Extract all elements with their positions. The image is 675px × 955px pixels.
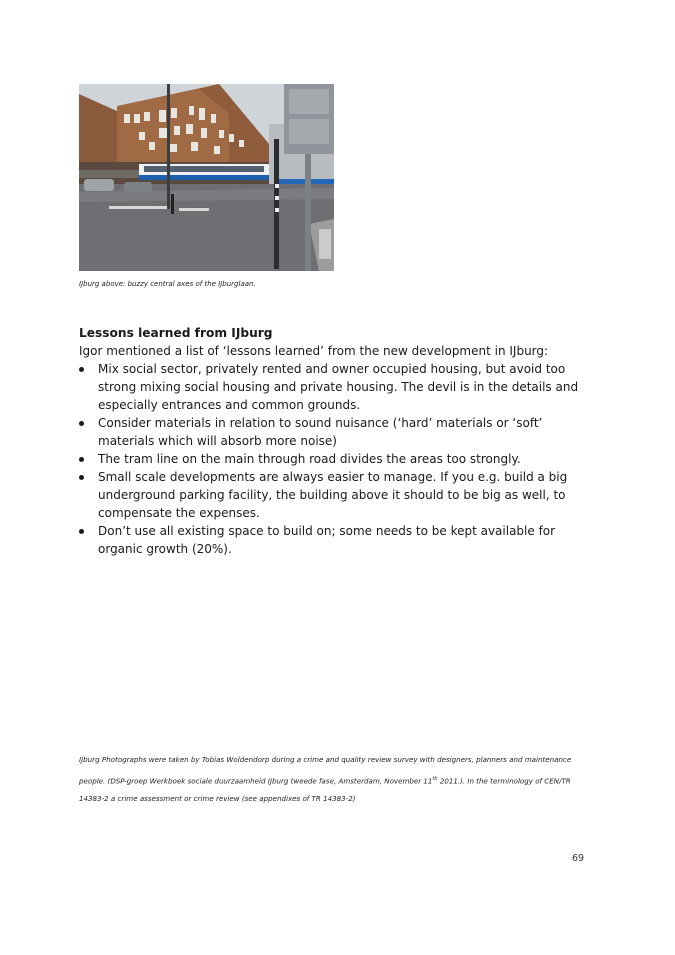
bullet-icon [79, 529, 84, 534]
bullet-icon [79, 367, 84, 372]
list-item-text: Small scale developments are always easier to manage. If you e.g. build a big underground parking facility, the building above it should to be big as well, to compensate the expenses. [98, 470, 568, 520]
photo-caption: IJburg above: buzzy central axes of the IJburglaan. [79, 280, 256, 288]
list-item [79, 414, 591, 450]
bullet-icon [79, 421, 84, 426]
list-item [79, 468, 591, 522]
list-item-text: Mix social sector, privately rented and owner occupied housing, but avoid too strong mixing social housing and private housing. The devil is in the details and especially entrances and common grounds. [98, 362, 579, 412]
section-heading: Lessons learned from IJburg [79, 326, 273, 340]
lessons-list [79, 360, 591, 558]
list-item [79, 522, 591, 558]
footnote-text-part1: IJburg Photographs were taken by Tobias Woldendorp during a crime and quality review survey with designers, planners and maintenance people. (DSP-groep Werkboek sociale duurzaamheid IJburg tweede fase, Amsterdam, November 11 [79, 755, 572, 785]
footnote-text-part2: 2011.). In the terminology of CEN/TR 14383-2 a crime assessment or crime review (see appendixes of TR 14383-2) [79, 775, 571, 804]
section-intro: Igor mentioned a list of ‘lessons learned’ from the new development in IJburg: [79, 344, 549, 358]
photo-credit-footnote [79, 751, 589, 809]
lessons-section [79, 325, 591, 558]
list-item-text: Consider materials in relation to sound nuisance (‘hard’ materials or ‘soft’ materials which will absorb more noise) [98, 416, 543, 448]
list-item [79, 450, 591, 468]
bullet-icon [79, 475, 84, 480]
list-item [79, 360, 591, 414]
list-item-text: Don’t use all existing space to build on; some needs to be kept available for organic growth (20%). [98, 524, 556, 556]
list-item-text: The tram line on the main through road divides the areas too strongly. [98, 452, 521, 466]
page-number: 69 [572, 853, 585, 864]
bullet-icon [79, 457, 84, 462]
footnote-superscript: th [432, 775, 438, 782]
street-photo [79, 84, 334, 271]
